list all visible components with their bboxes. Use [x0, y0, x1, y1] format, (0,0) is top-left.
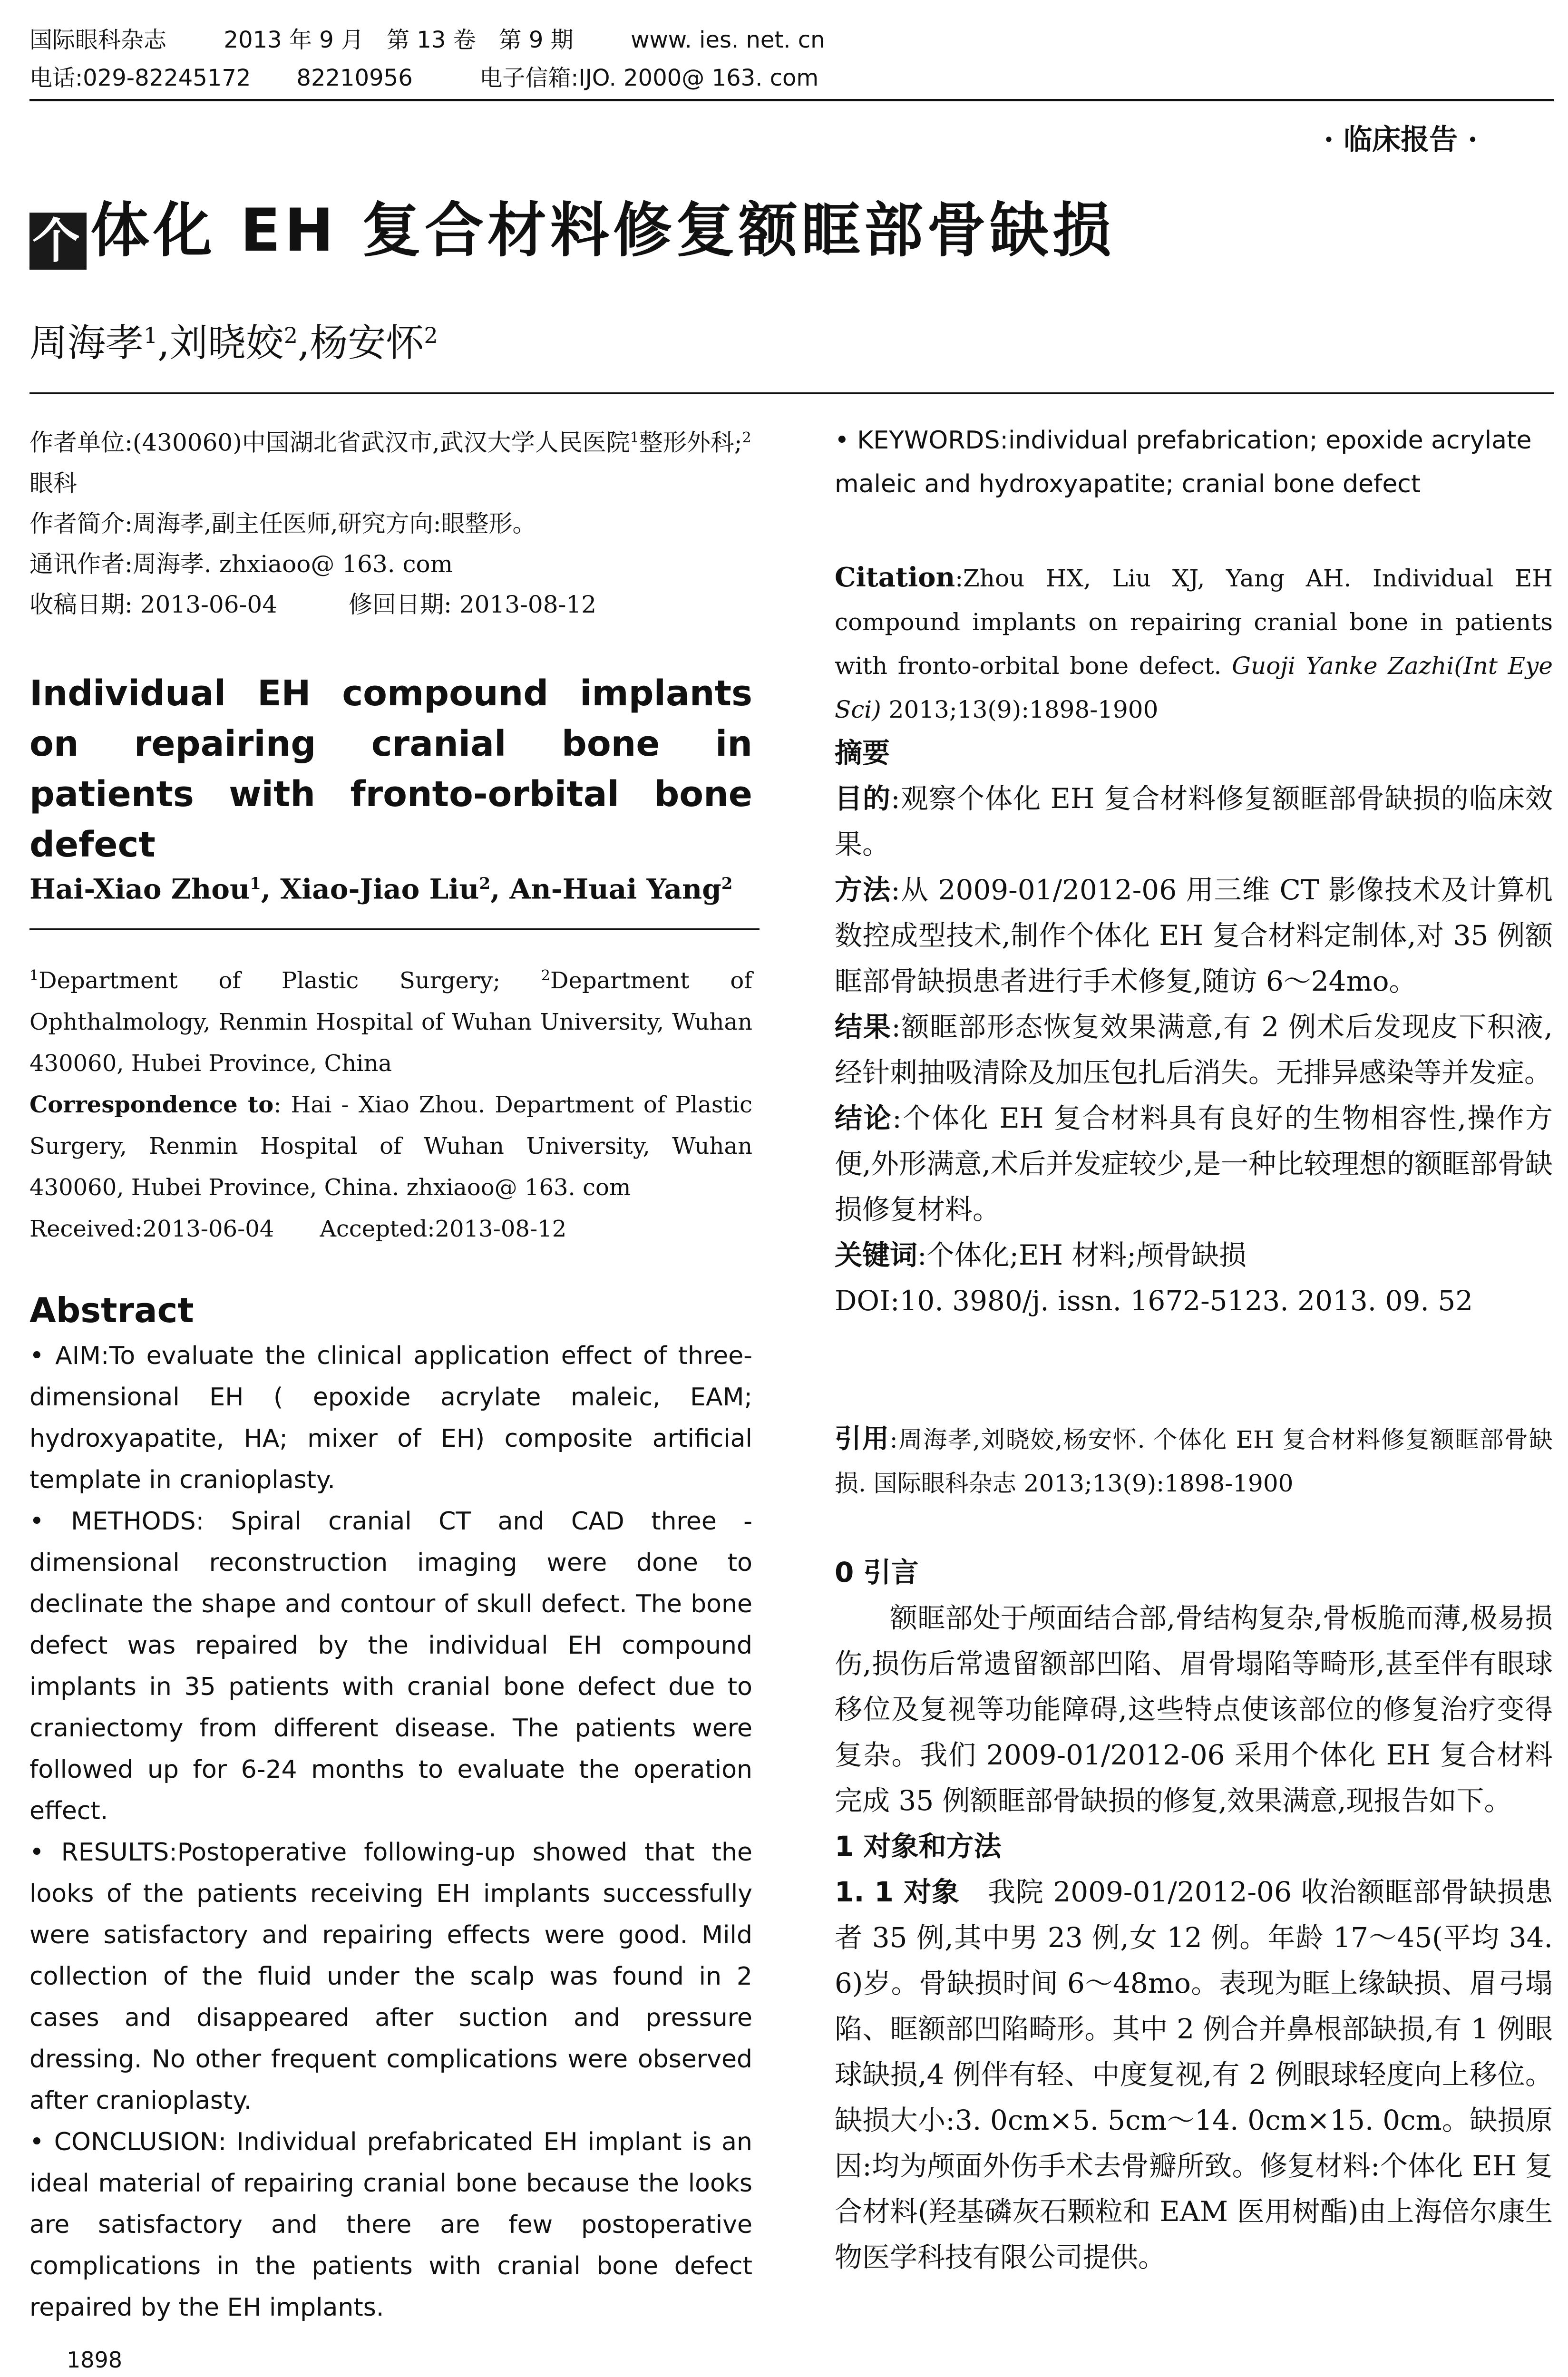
authors-cn: 周海孝$^1$,刘晓姣$^2$,杨安怀$^2$	[29, 321, 438, 365]
issue-info: 2013 年 9 月 第 13 卷 第 9 期	[224, 27, 574, 53]
journal-header-line1	[29, 25, 825, 55]
intro-text: 额眶部处于颅面结合部,骨结构复杂,骨板脆而薄,极易损伤,损伤后常遗留额部凹陷、眉骨塌陷等畸形,甚至伴有眼球移位及复视等功能障碍,这些特点使该部位的修复治疗变得复杂。我们 2009-01/2012-06 采用个体化 EH 复合材料完成 35 例额眶部骨缺损的修复,效果满意,现报告如下。	[835, 1602, 1553, 1817]
abstract-cn-methods: 方法:从 2009-01/2012-06 用三维 CT 影像技术及计算机数控成型技术,制作个体化 EH 复合材料定制体,对 35 例额眶部骨缺损患者进行手术修复,随访 6～24mo。	[835, 874, 1553, 997]
author-cn: 周海孝	[29, 321, 144, 365]
affiliation-departments: $^1$Department of Plastic Surgery; $^2$Department of Ophthalmology, Renmin Hospital of Wuhan University, Wuhan 430060, Hubei Province, China	[29, 967, 752, 1077]
abstract-cn-results: 结果:额眶部形态恢复效果满意,有 2 例术后发现皮下积液,经针刺抽吸清除及加压包扎后消失。无排异感染等并发症。	[835, 1011, 1553, 1089]
abstract-body	[29, 1335, 752, 2328]
authors-rule	[29, 928, 760, 930]
abstract-cn	[835, 730, 1553, 1324]
article-title	[29, 195, 1115, 270]
author-cn: 刘晓姣	[169, 321, 284, 365]
page-number: 1898	[67, 2347, 123, 2373]
corresponding-author: 通讯作者:周海孝. zhxiaoo@ 163. com	[29, 550, 453, 578]
received-dates-cn: 收稿日期: 2013-06-04 修回日期: 2013-08-12	[29, 590, 597, 618]
section-tag: · 临床报告 ·	[1324, 123, 1478, 156]
doi: DOI:10. 3980/j. issn. 1672-5123. 2013. 09. 52	[835, 1285, 1473, 1317]
abstract-results: • RESULTS:Postoperative following-up showed that the looks of the patients receiving EH implants successfully were satisfactory and repairing effects were good. Mild collection of the fluid under the scalp was found in 2 cases and disappeared after suction and pressure dressing. No other frequent complications were observed after cranioplasty.	[29, 1838, 752, 2115]
keywords-cn: 关键词:个体化;EH 材料;颅骨缺损	[835, 1239, 1247, 1271]
english-authors: Hai-Xiao Zhou$^1$, Xiao-Jiao Liu$^2$, An-Huai Yang$^2$	[29, 873, 733, 906]
abstract-cn-aim: 目的:观察个体化 EH 复合材料修复额眶部骨缺损的临床效果。	[835, 782, 1553, 860]
introduction	[835, 1549, 1553, 2280]
abstract-methods: • METHODS: Spiral cranial CT and CAD three - dimensional reconstruction imaging were done to declinate the shape and contour of skull defect. The bone defect was repaired by the individual EH compound implants in 35 patients with cranial bone defect due to craniectomy from different disease. The patients were followed up for 6-24 months to evaluate the operation effect.	[29, 1507, 752, 1825]
title-rule	[29, 392, 1554, 394]
abstract-cn-conclusion: 结论:个体化 EH 复合材料具有良好的生物相容性,操作方便,外形满意,术后并发症较少,是一种比较理想的额眶部骨缺损修复材料。	[835, 1102, 1553, 1226]
citation-en: Citation:Zhou HX, Liu XJ, Yang AH. Individual EH compound implants on repairing cranial bone in patients with fronto-orbital bone defect. Guoji Yanke Zazhi(Int Eye Sci) 2013;13(9):1898-1900	[835, 562, 1553, 723]
abstract-cn-heading: 摘要	[835, 737, 890, 769]
author-bio: 作者简介:周海孝,副主任医师,研究方向:眼整形。	[29, 509, 536, 537]
received-dates-en: Received:2013-06-04 Accepted:2013-08-12	[29, 1216, 567, 1242]
header-rule	[29, 99, 1554, 101]
author-cn: 杨安怀	[310, 321, 424, 365]
citation-cn: 引用:周海孝,刘晓姣,杨安怀. 个体化 EH 复合材料修复额眶部骨缺损. 国际眼科杂志 2013;13(9):1898-1900	[835, 1423, 1553, 1497]
journal-phone: 电话:029-82245172 82210956	[29, 65, 413, 91]
journal-email: 电子信箱:IJO. 2000@ 163. com	[479, 65, 819, 91]
journal-header-line2	[29, 63, 818, 93]
journal-website: www. ies. net. cn	[631, 27, 825, 53]
intro-heading: 0 引言	[835, 1556, 919, 1588]
author-info-cn	[29, 418, 752, 625]
correspondence-en: Correspondence to: Hai - Xiao Zhou. Department of Plastic Surgery, Renmin Hospital of Wuhan University, Wuhan 430060, Hubei Province, China. zhxiaoo@ 163. com	[29, 1091, 753, 1201]
methods-subjects: 1. 1 对象 我院 2009-01/2012-06 收治额眶部骨缺损患者 35 例,其中男 23 例,女 12 例。年龄 17～45(平均 34. 6)岁。骨缺损时间 6～48mo。表现为眶上缘缺损、眉弓塌陷、眶额部凹陷畸形。其中 2 例合并鼻根部缺损,有 1 例眼球缺损,4 例伴有轻、中度复视,有 2 例眼球轻度向上移位。缺损大小:3. 0cm×5. 5cm～14. 0cm×15. 0cm。缺损原因:均为颅面外伤手术去骨瓣所致。修复材料:个体化 EH 复合材料(羟基磷灰石颗粒和 EAM 医用树酯)由上海倍尔康生物医学科技有限公司提供。	[835, 1876, 1553, 2273]
english-title: Individual EH compound implants on repairing cranial bone in patients with fronto-orbital bone defect	[29, 673, 752, 865]
title-first-char: 个	[29, 213, 87, 270]
abstract-aim: • AIM:To evaluate the clinical application effect of three-dimensional EH ( epoxide acrylate maleic, EAM; hydroxyapatite, HA; mixer of EH) composite artificial template in cranioplasty.	[29, 1342, 752, 1494]
journal-name: 国际眼科杂志	[29, 27, 167, 53]
affiliation-en	[29, 955, 752, 1250]
abstract-heading: Abstract	[29, 1290, 194, 1330]
abstract-conclusion: • CONCLUSION: Individual prefabricated EH implant is an ideal material of repairing cranial bone because the looks are satisfactory and there are few postoperative complications in the patients with cranial bone defect repaired by the EH implants.	[29, 2128, 752, 2322]
keywords-en: • KEYWORDS:individual prefabrication; epoxide acrylate maleic and hydroxyapatite; cranial bone defect	[835, 426, 1532, 498]
author-unit: 作者单位:(430060)中国湖北省武汉市,武汉大学人民医院$^1$整形外科;$^2$眼科	[29, 429, 751, 497]
methods-heading: 1 对象和方法	[835, 1830, 1002, 1862]
title-text: 体化 EH 复合材料修复额眶部骨缺损	[90, 196, 1115, 265]
